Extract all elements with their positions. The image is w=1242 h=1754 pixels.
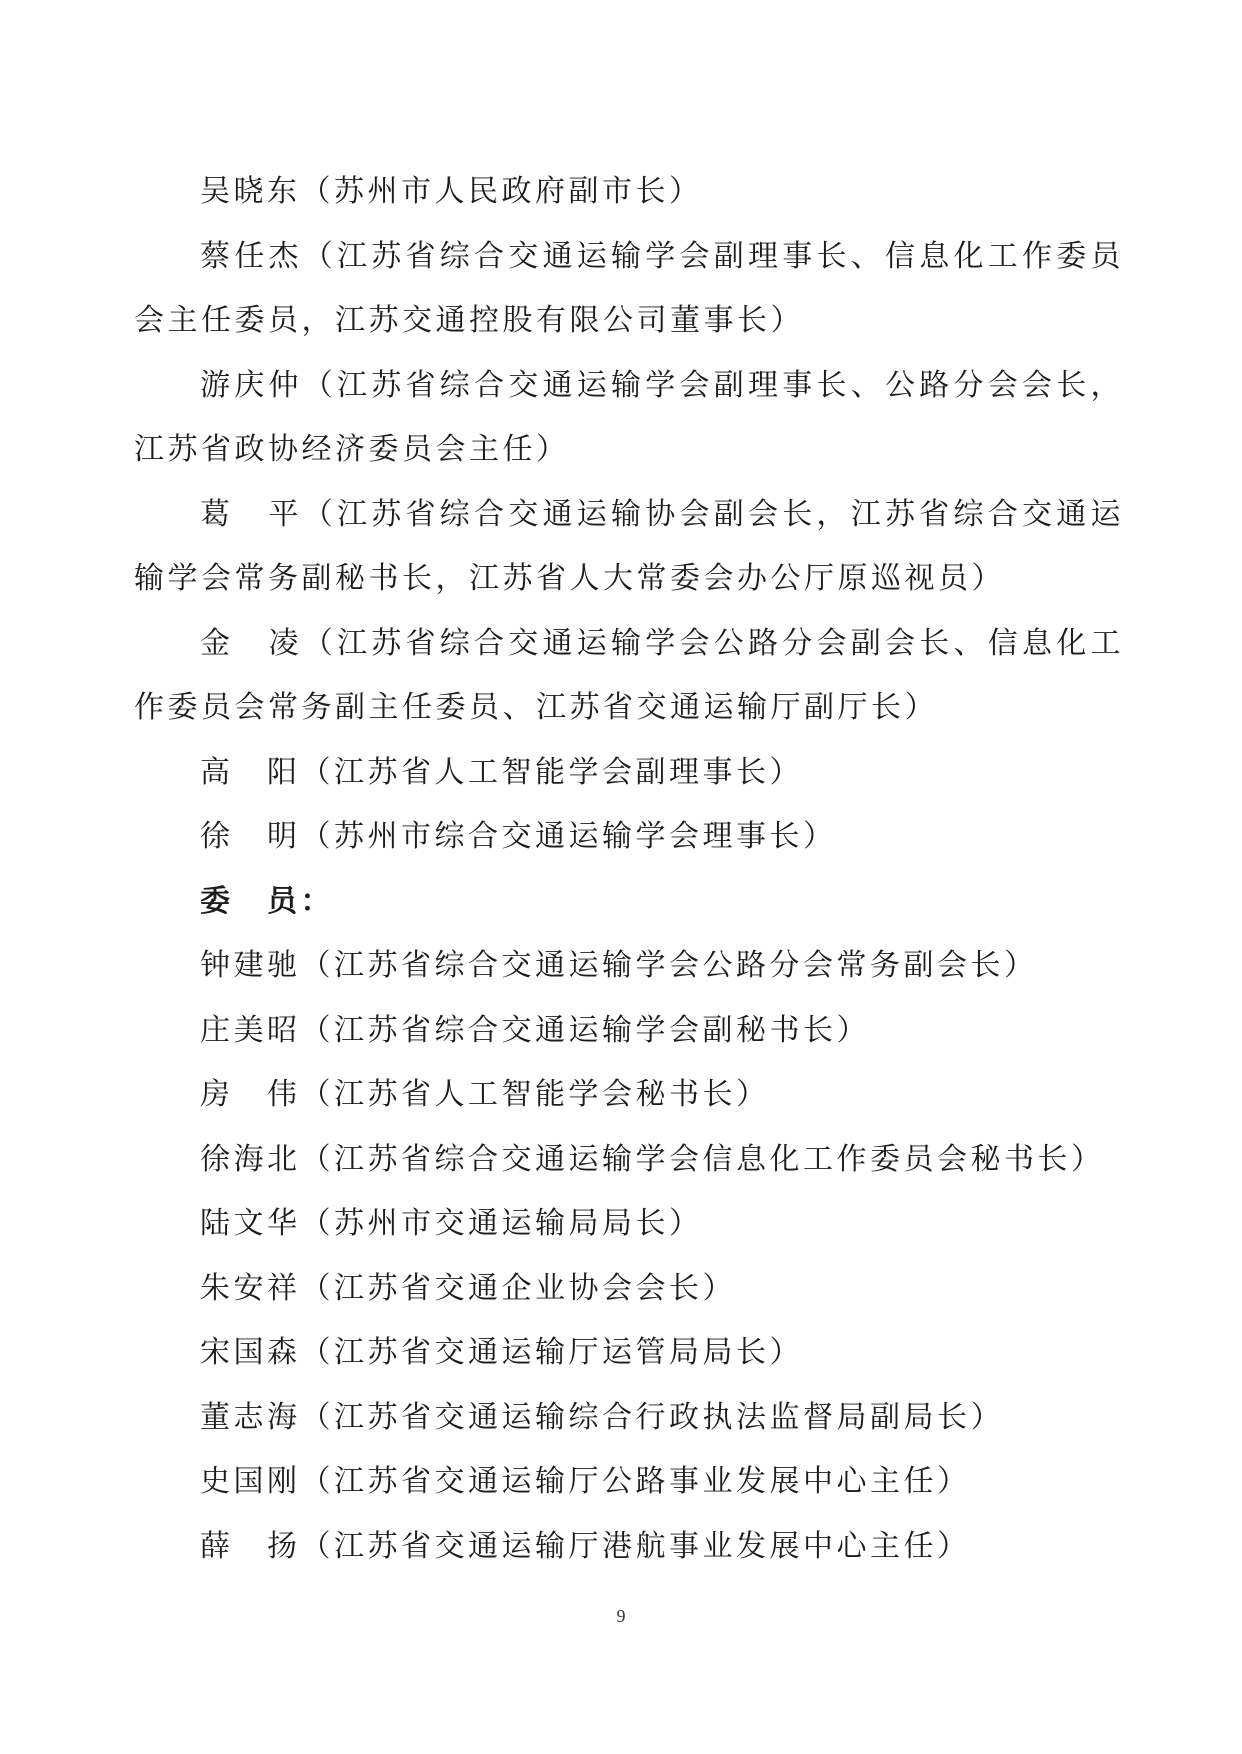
committee-member-entry: 徐海北（江苏省综合交通运输学会信息化工作委员会秘书长） [200, 1141, 1105, 1177]
member-entry: 徐 明（苏州市综合交通运输学会理事长） [200, 819, 837, 854]
committee-member-entry: 董志海（江苏省交通运输综合行政执法监督局副局长） [200, 1399, 1004, 1435]
member-entry: 游庆仲（江苏省综合交通运输学会副理事长、公路分会会长，江苏省政协经济委员会主任） [134, 367, 1124, 467]
committee-member-entry: 陆文华（苏州市交通运输局局长） [200, 1206, 703, 1241]
member-entry: 葛 平（江苏省综合交通运输协会副会长，江苏省综合交通运输学会常务副秘书长，江苏省人大常委会办公厅原巡视员） [134, 496, 1124, 596]
committee-member-entry: 房 伟（江苏省人工智能学会秘书长） [200, 1077, 770, 1112]
page-content [134, 160, 1124, 1579]
committee-member-entry: 宋国森（江苏省交通运输厅运管局局长） [200, 1335, 803, 1370]
member-entry: 蔡任杰（江苏省综合交通运输学会副理事长、信息化工作委员会主任委员，江苏交通控股有限公司董事长） [134, 238, 1124, 338]
committee-member-entry: 史国刚（江苏省交通运输厅公路事业发展中心主任） [200, 1464, 971, 1499]
committee-member-entry: 庄美昭（江苏省综合交通运输学会副秘书长） [200, 1012, 870, 1048]
committee-heading: 委 员： [200, 883, 334, 919]
member-entry: 吴晓东（苏州市人民政府副市长） [200, 174, 703, 209]
page-number: 9 [616, 1606, 626, 1626]
member-entry: 高 阳（江苏省人工智能学会副理事长） [200, 754, 803, 790]
committee-member-entry: 薛 扬（江苏省交通运输厅港航事业发展中心主任） [200, 1528, 971, 1564]
committee-member-entry: 钟建驰（江苏省综合交通运输学会公路分会常务副会长） [200, 948, 1038, 983]
committee-member-entry: 朱安祥（江苏省交通企业协会会长） [200, 1270, 736, 1306]
member-entry: 金 凌（江苏省综合交通运输学会公路分会副会长、信息化工作委员会常务副主任委员、江苏省交通运输厅副厅长） [134, 625, 1124, 725]
